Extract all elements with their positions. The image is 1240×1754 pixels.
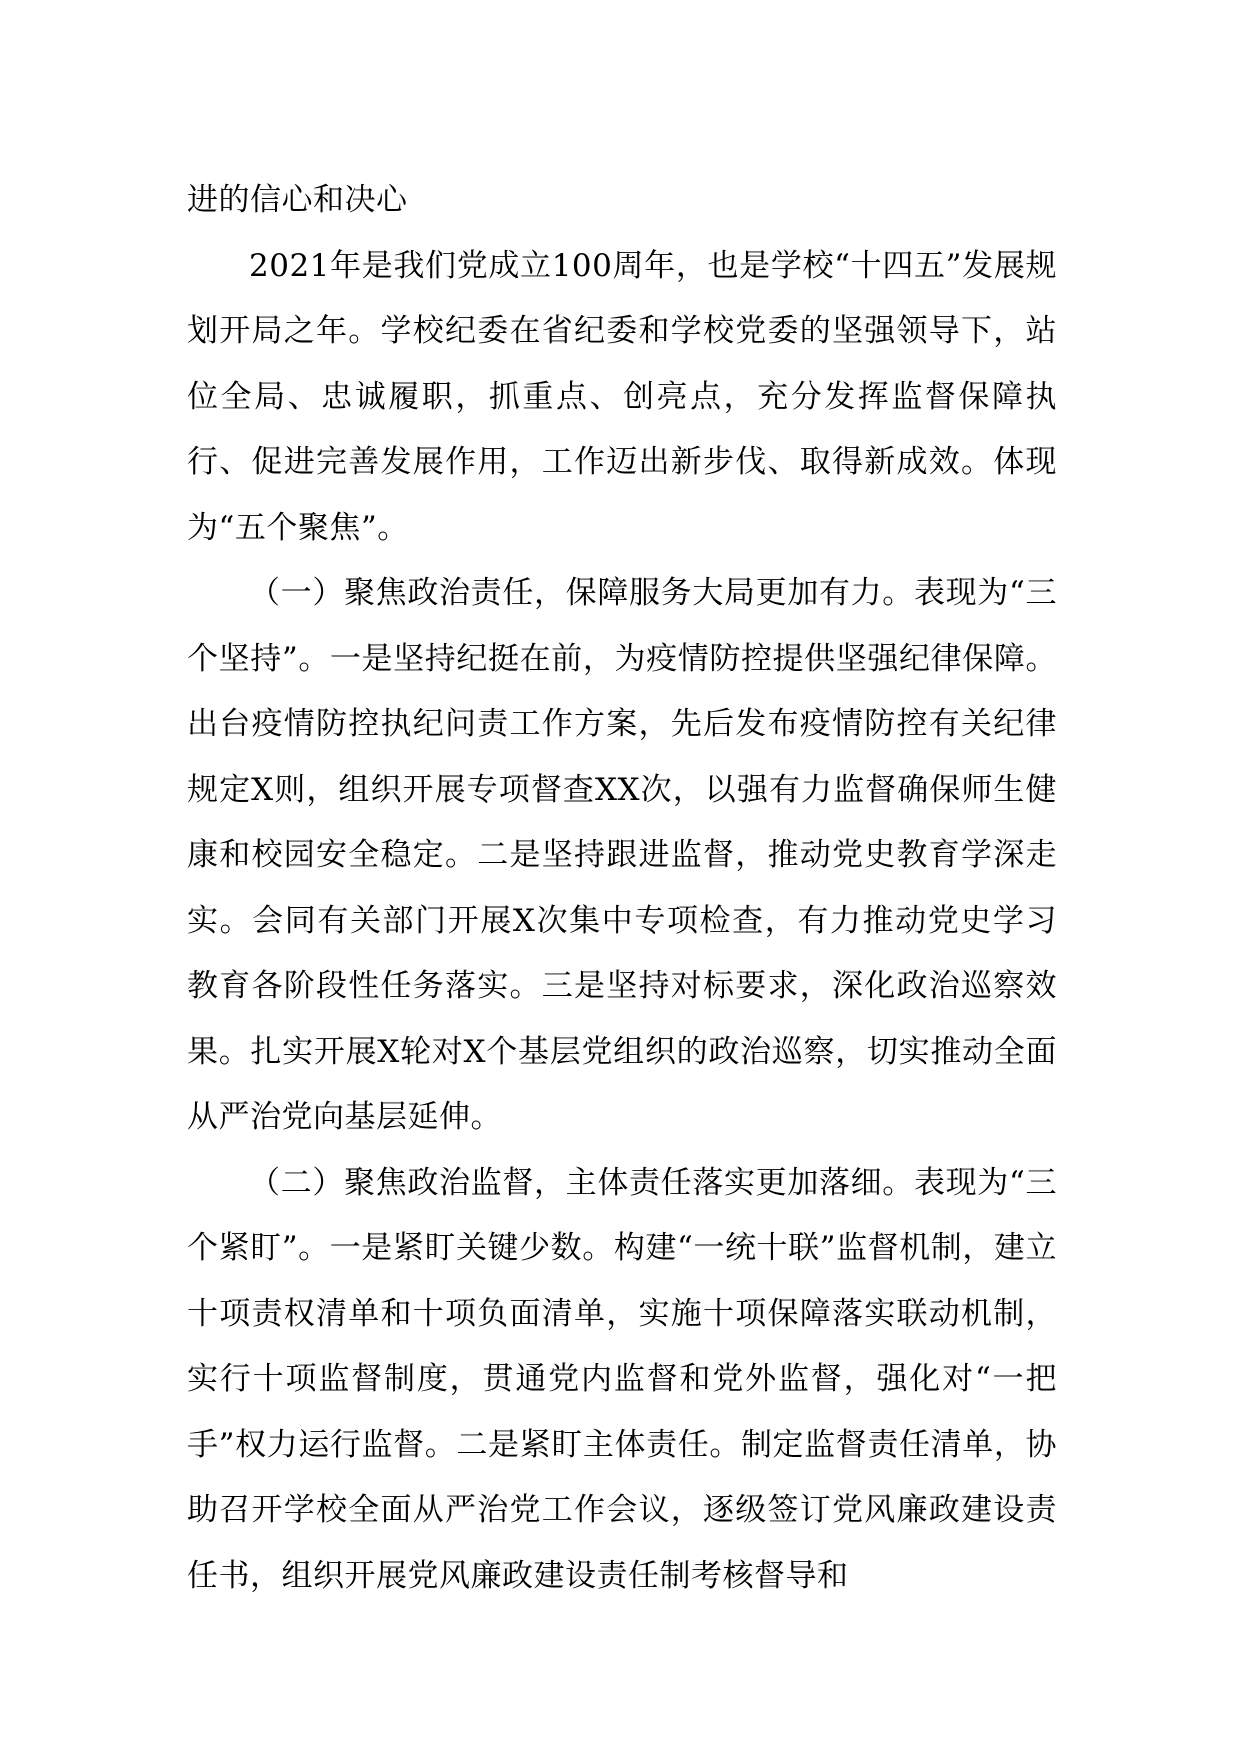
paragraph-section-one: （一）聚焦政治责任，保障服务大局更加有力。表现为“三个坚持”。一是坚持纪挺在前，为疫情防控提供坚强纪律保障。出台疫情防控执纪问责工作方案，先后发布疫情防控有关纪律规定X则，组织开展专项督查XX次，以强有力监督确保师生健康和校园安全稳定。二是坚持跟进监督，推动党史教育学深走实。会同有关部门开展X次集中专项检查，有力推动党史学习教育各阶段性任务落实。三是坚持对标要求，深化政治巡察效果。扎实开展X轮对X个基层党组织的政治巡察，切实推动全面从严治党向基层延伸。 [187,575,1057,1135]
paragraph-section-two: （二）聚焦政治监督，主体责任落实更加落细。表现为“三个紧盯”。一是紧盯关键少数。构建“一统十联”监督机制，建立十项责权清单和十项负面清单，实施十项保障落实联动机制，实行十项监督制度，贯通党内监督和党外监督，强化对“一把手”权力运行监督。二是紧盯主体责任。制定监督责任清单，协助召开学校全面从严治党工作会议，逐级签订党风廉政建设责任书，组织开展党风廉政建设责任制考核督导和 [187,1164,1057,1594]
paragraph-intro: 2021年是我们党成立100周年，也是学校“十四五”发展规划开局之年。学校纪委在省纪委和学校党委的坚强领导下，站位全局、忠诚履职，抓重点、创亮点，充分发挥监督保障执行、促进完善发展作用，工作迈出新步伐、取得新成效。体现为“五个聚焦”。 [187,247,1057,546]
paragraph-continuation: 进的信心和决心 [187,182,408,218]
document-body [187,168,1057,1609]
